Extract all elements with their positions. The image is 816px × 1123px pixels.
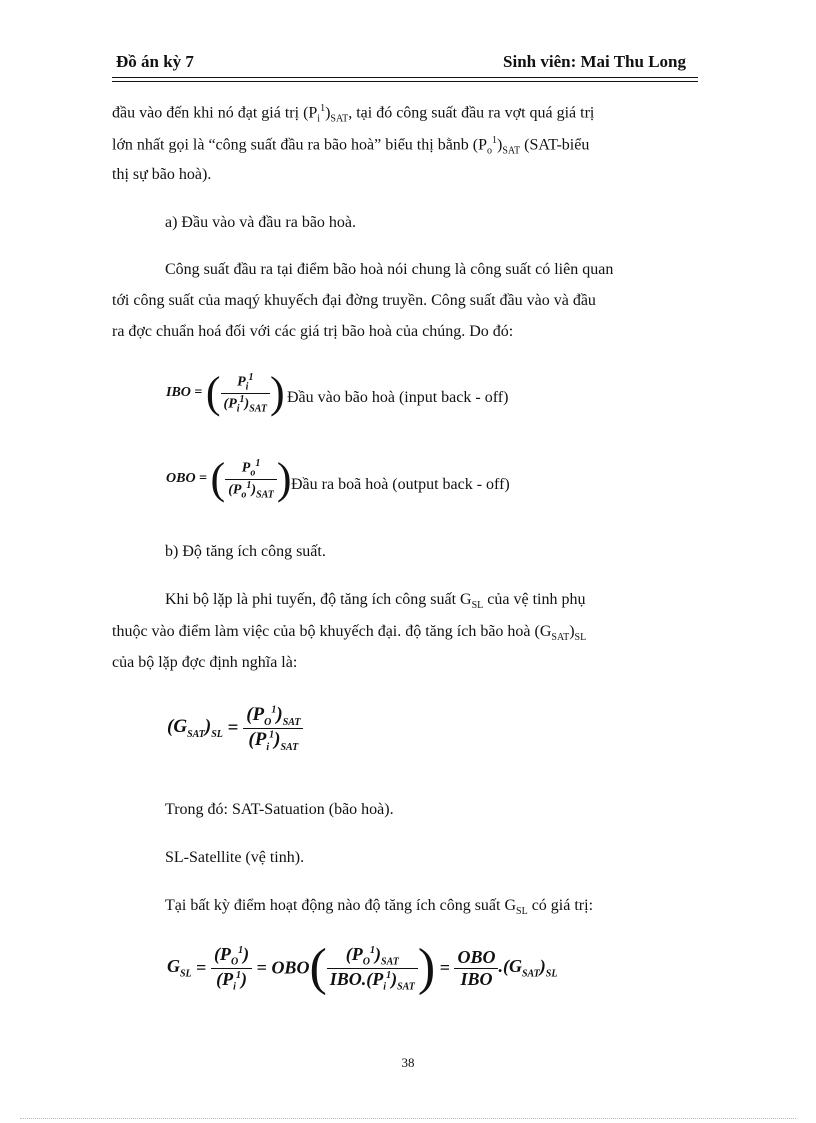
equation-ibo: IBO = ( $\frac{P_i^1}{(P_i^1)_{SAT}}$ ) (166, 368, 285, 417)
para3-line3: của bộ lặp đợc định nghĩa là: (112, 654, 298, 671)
equation-gsat: $(G_{SAT})_{SL}$ = $\frac{(P_O^1)_{SAT}}{(P_i^1)_{SAT}}$ (167, 704, 303, 753)
para2-line3: ra đợc chuẩn hoá đối với các giá trị bão hoà của chúng. Do đó: (112, 323, 514, 340)
para3-line1: Khi bộ lặp là phi tuyến, độ tăng ích công suất $G_{SL}$ của vệ tinh phụ (165, 591, 586, 612)
header-right: Sinh viên: Mai Thu Long (503, 52, 686, 71)
sl-definition: SL-Satellite (vệ tinh). (165, 849, 305, 866)
para1-line3: thị sự bão hoà). (112, 166, 212, 183)
para4-line: Tại bất kỳ điểm hoạt động nào độ tăng ích công suất $G_{SL}$ có giá trị: (165, 897, 594, 918)
header-rule (112, 77, 698, 82)
equation-gsl: $G_{SL}$ = $\frac{(P_O^1)}{(P_i^1)}$ = OBO( $\frac{(P_O^1)_{SAT}}{IBO.(P_i^1)_{SAT}}$ ) = $\frac{\text{OBO}}{\text{IBO}}$ $.(G_{SAT})_{SL}$ (167, 939, 558, 996)
para3-line2: thuộc vào điểm làm việc của bộ khuyếch đại. độ tăng ích bão hoà $(G_{SAT})_{SL}$ (112, 623, 587, 644)
page-number: 38 (401, 1055, 415, 1070)
para1-line2: lớn nhất gọi là “công suất đầu ra bão hoà” biểu thị bằnb $(P_o^1)_{SAT}$ (SAT-biểu (112, 135, 590, 157)
bottom-dotted-rule (20, 1118, 796, 1119)
item-a: a) Đầu vào và đầu ra bão hoà. (165, 214, 357, 231)
equation-obo: OBO = ( $\frac{P_o^1}{(P_o^1)_{SAT}}$ ) (166, 454, 292, 503)
obo-description: Đầu ra boã hoà (output back - off) (291, 476, 510, 493)
para1-line1: đầu vào đến khi nó đạt giá trị $(P_i^1)_{SAT}$, tại đó công suất đầu ra vợt quá giá trị (112, 103, 595, 125)
item-b: b) Độ tăng ích công suất. (165, 543, 326, 560)
ibo-description: Đầu vào bão hoà (input back - off) (287, 389, 509, 406)
para2-line2: tới công suất của maqý khuyếch đại đờng truyền. Công suất đầu vào và đầu (112, 292, 596, 309)
trong-do-line: Trong đó: SAT-Satuation (bão hoà). (165, 801, 394, 818)
page-header (112, 50, 696, 76)
header-left: Đồ án kỳ 7 (116, 52, 194, 71)
para2-line1: Công suất đầu ra tại điểm bão hoà nói chung là công suất có liên quan (165, 261, 614, 278)
